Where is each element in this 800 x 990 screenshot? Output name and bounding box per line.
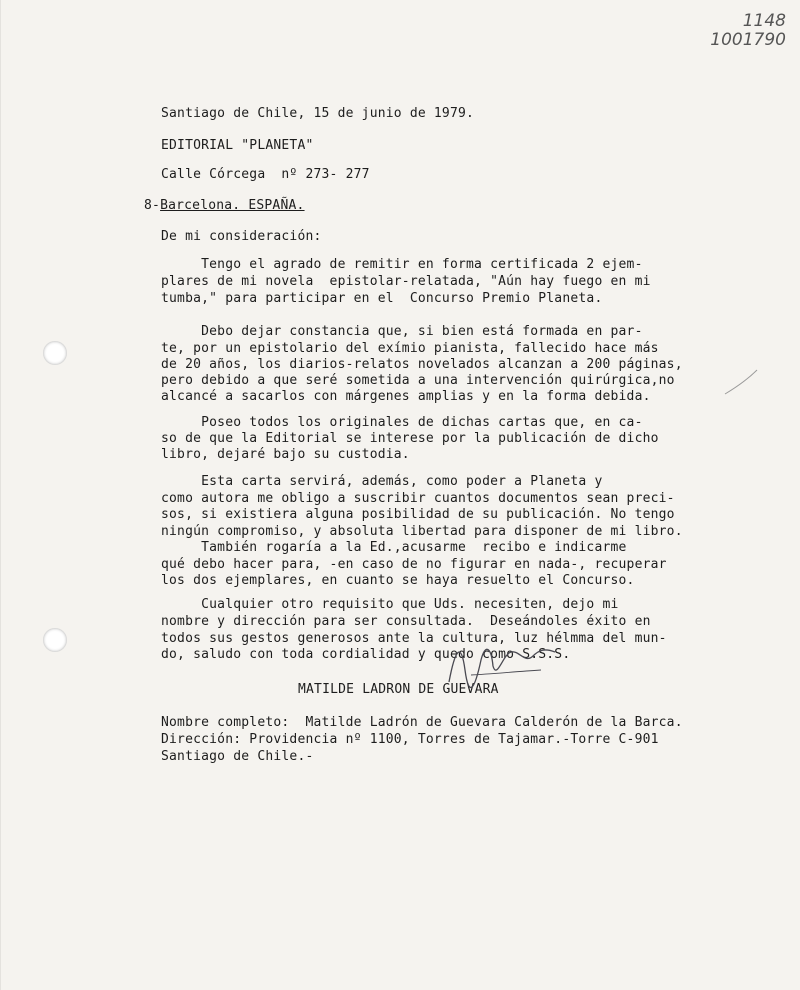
punch-hole-bottom [43,628,67,652]
body-line: libro, dejaré bajo su custodia. [161,447,410,462]
body-line: pero debido a que seré sometida a una intervención quirúrgica,no [161,373,675,388]
body-line: como autora me obligo a suscribir cuantos documentos sean preci- [161,491,675,506]
body-line: alcancé a sacarlos con márgenes amplias y en la forma debida. [161,389,651,404]
sender-detail-line: Santiago de Chile.- [161,749,314,764]
punch-hole-top [43,341,67,365]
archive-reference-number: 1148 [742,11,786,31]
body-line: Cualquier otro requisito que Uds. necesiten, dejo mi [161,597,619,612]
archive-reference [710,12,786,50]
body-line: Poseo todos los originales de dichas cartas que, en ca- [161,415,643,430]
body-line: te, por un epistolario del exímio pianista, fallecido hace más [161,341,659,356]
sender-detail-line: Nombre completo: Matilde Ladrón de Guevara Calderón de la Barca. [161,715,683,730]
addressee-city: Barcelona. ESPAÑA. [160,198,305,213]
greeting: De mi consideración: [161,229,322,244]
body-line: los dos ejemplares, en cuanto se haya resuelto el Concurso. [161,573,635,588]
addressee-name: EDITORIAL "PLANETA" [161,138,314,153]
body-line: Tengo el agrado de remitir en forma certificada 2 ejem- [161,257,643,272]
sender-detail-line: Dirección: Providencia nº 1100, Torres de Tajamar.-Torre C-901 [161,732,659,747]
body-line: ningún compromiso, y absoluta libertad para disponer de mi libro. [161,524,683,539]
city-prefix: 8- [144,198,161,213]
body-line: plares de mi novela epistolar-relatada, "Aún hay fuego en mi [161,274,651,289]
body-line: nombre y dirección para ser consultada. Deseándoles éxito en [161,614,651,629]
body-line: do, saludo con toda cordialidad y quedo como S.S.S. [161,647,571,662]
body-line: También rogaría a la Ed.,acusarme recibo e indicarme [161,540,627,555]
body-line: so de que la Editorial se interese por la publicación de dicho [161,431,659,446]
body-line: qué debo hacer para, -en caso de no figurar en nada-, recuperar [161,557,667,572]
body-line: todos sus gestos generosos ante la cultura, luz hélmma del mun- [161,631,667,646]
letter-date: Santiago de Chile, 15 de junio de 1979. [161,106,475,121]
addressee-street: Calle Córcega nº 273- 277 [161,167,370,182]
body-line: Esta carta servirá, además, como poder a Planeta y [161,474,603,489]
body-line: tumba," para participar en el Concurso Premio Planeta. [161,291,603,306]
addressee-city-line [144,198,305,213]
archive-reference-code: 1001790 [710,30,786,50]
body-line: Debo dejar constancia que, si bien está formada en par- [161,324,643,339]
pencil-mark [721,360,761,400]
body-line: sos, si existiera alguna posibilidad de su publicación. No tengo [161,507,675,522]
typed-signature-name: MATILDE LADRON DE GUEVARA [298,682,499,697]
handwritten-signature [441,630,561,690]
body-line: de 20 años, los diarios-relatos novelados alcanzan a 200 páginas, [161,357,683,372]
